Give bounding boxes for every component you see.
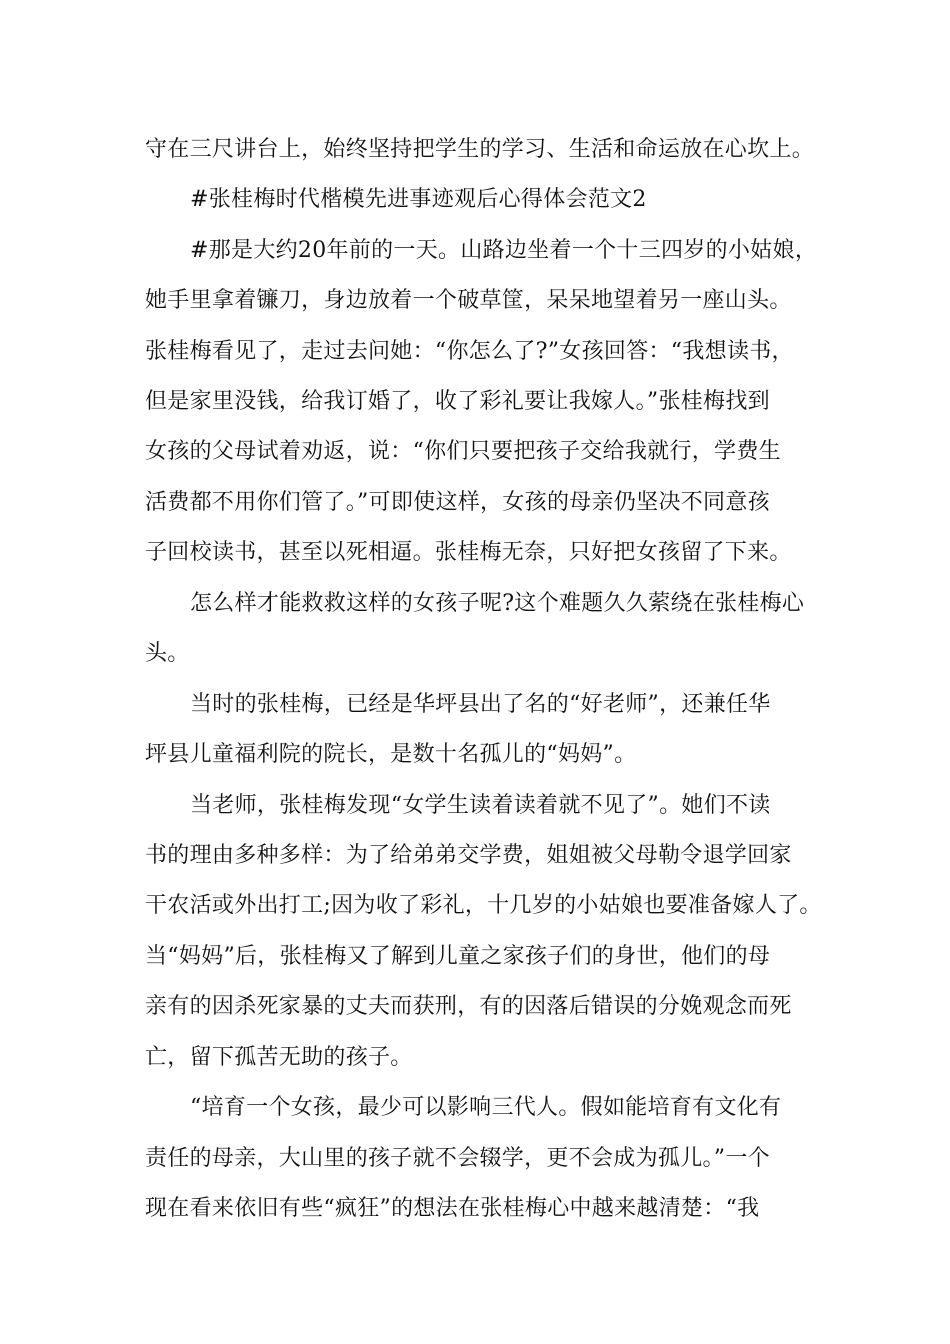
text-line: 她手里拿着镰刀，身边放着一个破草筐，呆呆地望着另一座山头。 [145, 288, 792, 313]
text-line: 亡，留下孤苦无助的孩子。 [145, 1045, 413, 1070]
text-line: 守在三尺讲台上，始终坚持把学生的学习、生活和命运放在心坎上。 [145, 137, 815, 162]
text-line: 女孩的父母试着劝返，说：“你们只要把孩子交给我就行，学费生 [145, 439, 781, 464]
text-line: 怎么样才能救救这样的女孩子呢?这个难题久久萦绕在张桂梅心 [190, 591, 805, 616]
text-line: 张桂梅看见了，走过去问她：“你怎么了?”女孩回答：“我想读书， [145, 339, 794, 364]
text-line: 活费都不用你们管了。”可即使这样，女孩的母亲仍坚决不同意孩 [145, 490, 770, 515]
text-line: 干农活或外出打工;因为收了彩礼，十几岁的小姑娘也要准备嫁人了。 [145, 893, 822, 918]
text-line: 现在看来依旧有些“疯狂”的想法在张桂梅心中越来越清楚：“我 [145, 1196, 760, 1221]
text-line: 书的理由多种多样：为了给弟弟交学费，姐姐被父母勒令退学回家 [145, 843, 792, 868]
text-line: 当时的张桂梅，已经是华坪县出了名的“好老师”，还兼任华 [190, 692, 771, 717]
text-line: “培育一个女孩，最少可以影响三代人。假如能培育有文化有 [190, 1095, 782, 1120]
text-line: 坪县儿童福利院的院长，是数十名孤儿的“妈妈”。 [145, 742, 637, 767]
section-heading: #张桂梅时代楷模先进事迹观后心得体会范文2 [190, 187, 647, 212]
text-line: 责任的母亲，大山里的孩子就不会辍学，更不会成为孤儿。”一个 [145, 1146, 770, 1171]
text-line: 子回校读书，甚至以死相逼。张桂梅无奈，只好把女孩留了下来。 [145, 540, 792, 565]
text-line: 头。 [145, 641, 190, 666]
text-line: #那是大约20年前的一天。山路边坐着一个十三四岁的小姑娘， [190, 238, 818, 263]
text-line: 当“妈妈”后，张桂梅又了解到儿童之家孩子们的身世，他们的母 [145, 944, 771, 969]
text-line: 但是家里没钱，给我订婚了，收了彩礼要让我嫁人。”张桂梅找到 [145, 389, 770, 414]
text-line: 亲有的因杀死家暴的丈夫而获刑，有的因落后错误的分娩观念而死 [145, 994, 792, 1019]
text-line: 当老师，张桂梅发现“女学生读着读着就不见了”。她们不读 [190, 793, 771, 818]
